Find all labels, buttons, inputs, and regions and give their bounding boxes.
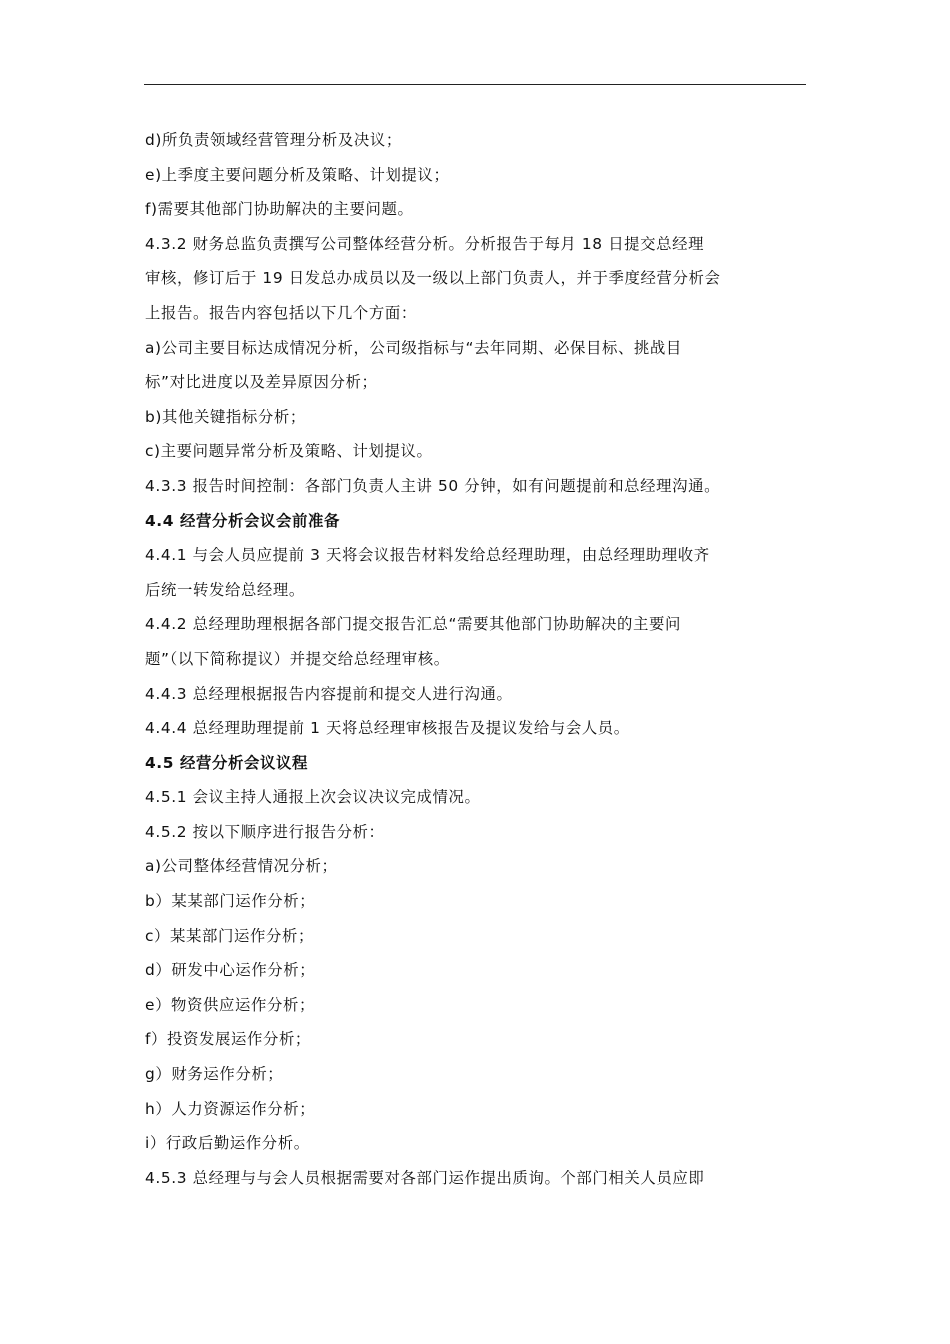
text-line: 题”（以下简称提议）并提交给总经理审核。 bbox=[145, 649, 450, 668]
text-line: 后统一转发给总经理。 bbox=[145, 580, 305, 599]
text-line: f）投资发展运作分析； bbox=[145, 1030, 311, 1049]
text-line: f)需要其他部门协助解决的主要问题。 bbox=[145, 200, 414, 219]
text-line: d)所负责领域经营管理分析及决议； bbox=[145, 131, 402, 149]
text-line: h）人力资源运作分析； bbox=[145, 1099, 316, 1118]
section-heading: 4.4 经营分析会议会前准备 bbox=[145, 511, 340, 530]
text-line: 4.3.3 报告时间控制：各部门负责人主讲 50 分钟，如有问题提前和总经理沟通。 bbox=[145, 476, 721, 495]
text-line: i）行政后勤运作分析。 bbox=[145, 1134, 310, 1153]
text-line: 4.4.3 总经理根据报告内容提前和提交人进行沟通。 bbox=[145, 684, 513, 703]
section-heading: 4.5 经营分析会议议程 bbox=[145, 753, 308, 772]
text-line: c)主要问题异常分析及策略、计划提议。 bbox=[145, 442, 433, 461]
text-line: 4.4.1 与会人员应提前 3 天将会议报告材料发给总经理助理，由总经理助理收齐 bbox=[145, 546, 710, 565]
document-body bbox=[145, 123, 809, 1195]
text-line: a)公司主要目标达成情况分析，公司级指标与“去年同期、必保目标、挑战目 bbox=[145, 338, 682, 357]
text-line: d）研发中心运作分析； bbox=[145, 961, 316, 980]
text-line: 4.5.3 总经理与与会人员根据需要对各部门运作提出质询。个部门相关人员应即 bbox=[145, 1168, 705, 1187]
text-line: 审核，修订后于 19 日发总办成员以及一级以上部门负责人，并于季度经营分析会 bbox=[145, 269, 721, 288]
text-line: b）某某部门运作分析； bbox=[145, 892, 316, 911]
text-line: b)其他关键指标分析； bbox=[145, 407, 306, 426]
text-line: g）财务运作分析； bbox=[145, 1065, 284, 1084]
text-line: 4.5.1 会议主持人通报上次会议决议完成情况。 bbox=[145, 788, 481, 807]
text-line: 4.5.2 按以下顺序进行报告分析： bbox=[145, 822, 385, 841]
text-line: 4.3.2 财务总监负责撰写公司整体经营分析。分析报告于每月 18 日提交总经理 bbox=[145, 234, 705, 253]
text-line: e）物资供应运作分析； bbox=[145, 995, 315, 1014]
text-line: 上报告。报告内容包括以下几个方面： bbox=[145, 303, 417, 322]
text-line: c）某某部门运作分析； bbox=[145, 926, 314, 945]
header-rule bbox=[144, 84, 806, 85]
text-line: 标”对比进度以及差异原因分析； bbox=[145, 373, 378, 392]
text-line: 4.4.2 总经理助理根据各部门提交报告汇总“需要其他部门协助解决的主要问 bbox=[145, 615, 681, 634]
text-line: e)上季度主要问题分析及策略、计划提议； bbox=[145, 165, 450, 184]
text-line: a)公司整体经营情况分析； bbox=[145, 857, 338, 876]
text-line: 4.4.4 总经理助理提前 1 天将总经理审核报告及提议发给与会人员。 bbox=[145, 719, 630, 738]
